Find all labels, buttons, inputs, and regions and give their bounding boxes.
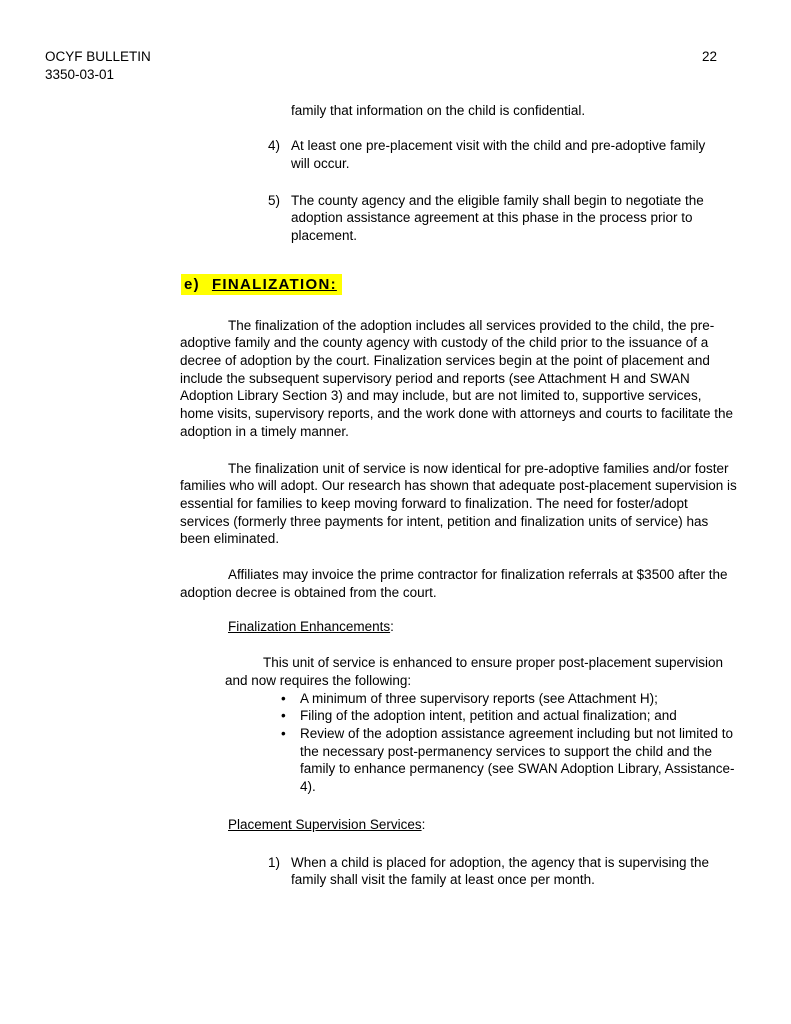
subheading-finalization-enhancements [228,618,737,636]
numbered-item-5 [268,192,737,245]
item-text: When a child is placed for adoption, the agency that is supervising the family shall visit the family at least once per month. [291,854,709,888]
subheading-text: Finalization Enhancements [228,619,391,635]
subheading-placement-supervision [228,816,737,834]
page-number: 22 [701,49,717,64]
bullet-item [281,707,737,725]
numbered-item-1 [268,854,737,889]
bullet-item [281,725,737,796]
item-text: At least one pre-placement visit with the child and pre-adoptive family will occur. [291,138,706,171]
page-header [0,48,791,83]
paragraph: The finalization of the adoption includes all services provided to the child, the pre-adoptive family and the county agency with custody of the child prior to the issuance of a decree of adoption by the court. Finalization services begin at the point of placement and include the subsequent supervisory period and reports (see Attachment H and SWAN Adoption Library Section 3) and may include, but are not limited to, supportive services, home visits, supervisory reports, and the work done with attorneys and courts to facilitate the adoption in a timely manner. [180,317,734,439]
item-number: 1) [268,854,281,870]
numbered-item-4 [268,137,737,172]
enhancements-intro: This unit of service is enhanced to ensure proper post-placement supervision and now requires the following: [225,655,723,688]
continuation-line: family that information on the child is confidential. [291,103,586,119]
bullet-marker: • [281,708,286,724]
heading-title: FINALIZATION: [211,275,337,293]
subheading-colon: : [421,816,426,832]
bullet-item [281,690,737,708]
bullet-text: A minimum of three supervisory reports (see Attachment H); [300,690,658,706]
item-number: 5) [268,192,281,208]
heading-prefix: e) [184,275,200,293]
item-number: 4) [268,138,281,154]
item-text: The county agency and the eligible family shall begin to negotiate the adoption assistance agreement at this phase in the process prior to placement. [291,192,704,243]
highlighted-heading [181,274,342,295]
bullet-text: Review of the adoption assistance agreement including but not limited to the necessary post-permanency services to support the child and the family to enhance permanency (see SWAN Adoption Library, Assistance-4). [300,725,735,795]
bulletin-title: OCYF BULLETIN [45,49,151,64]
bullet-marker: • [281,725,286,741]
section-heading-finalization [181,273,737,297]
paragraph: The finalization unit of service is now identical for pre-adoptive families and/or foster families who will adopt. Our research has shown that adequate post-placement supervision is essential for families to keep moving forward to finalization. The need for foster/adopt services (formerly three payments for intent, petition and finalization units of service) has been eliminated. [180,460,737,547]
bullet-text: Filing of the adoption intent, petition and actual finalization; and [300,708,677,724]
subheading-text: Placement Supervision Services [228,816,422,832]
bulletin-number: 3350-03-01 [45,66,115,82]
paragraph: Affiliates may invoice the prime contractor for finalization referrals at $3500 after the adoption decree is obtained from the court. [180,567,728,600]
subheading-colon: : [390,619,394,635]
bullet-marker: • [281,690,286,706]
bulletin-identifier [45,48,151,83]
document-body [180,102,737,889]
